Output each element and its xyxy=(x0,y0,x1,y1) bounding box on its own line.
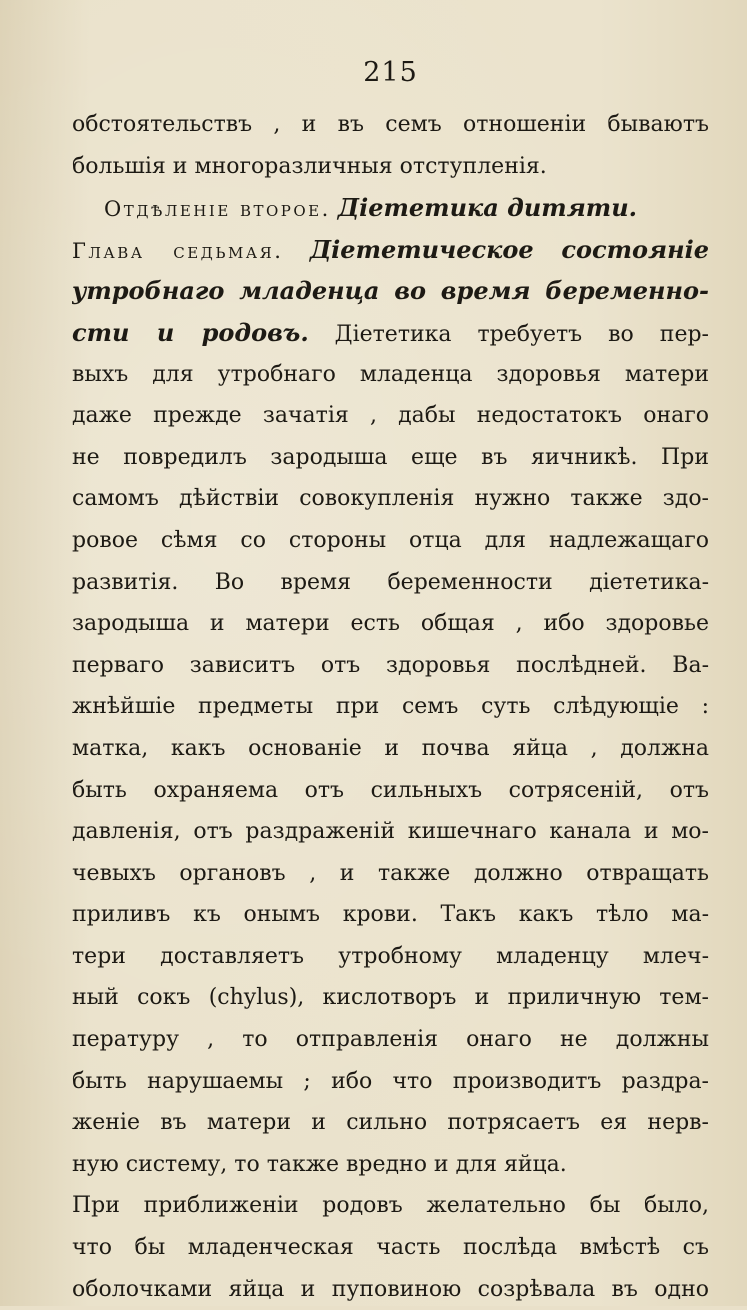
text-line: даже прежде зачатія , дабы недостатокъ онаго xyxy=(72,403,709,429)
text-line: ровое сѣмя со стороны отца для надлежащаго xyxy=(72,527,709,553)
section-heading: Глава седьмая. xyxy=(72,238,284,263)
text-line xyxy=(72,187,709,229)
text-fragment: Діететика требуетъ во пер- xyxy=(308,321,709,347)
text-line: перваго зависитъ отъ здоровья послѣдней. Ва- xyxy=(72,652,709,678)
text-line: что бы младенческая часть послѣда вмѣстѣ съ xyxy=(72,1235,709,1261)
section-heading: Отдѣленіе второе. xyxy=(104,197,331,222)
text-line xyxy=(72,229,709,271)
text-line: При приближеніи родовъ желательно бы было, xyxy=(72,1193,709,1219)
heading-title: сти и родовъ. xyxy=(72,317,309,347)
text-line: развитія. Во время беременности діететика- xyxy=(72,569,709,595)
heading-title: Діететическое состояніе xyxy=(309,234,709,264)
text-line: оболочками яйца и пуповиною созрѣвала въ одно xyxy=(72,1276,709,1302)
text-line: большія и многоразличныя отступленія. xyxy=(72,153,547,179)
text-line: приливъ къ онымъ крови. Такъ какъ тѣло ма- xyxy=(72,902,709,928)
heading-title: утробнаго младенца во время беременно- xyxy=(72,276,709,306)
text-line: чевыхъ органовъ , и также должно отвращать xyxy=(72,860,709,886)
text-line: ную систему, то также вредно и для яйца. xyxy=(72,1151,567,1177)
text-fragment xyxy=(283,239,309,264)
text-line: жнѣйшіе предметы при семъ суть слѣдующіе : xyxy=(72,694,709,720)
text-line: выхъ для утробнаго младенца здоровья матери xyxy=(72,361,709,387)
text-line: зародыша и матери есть общая , ибо здоровье xyxy=(72,611,709,637)
text-line xyxy=(72,312,709,354)
text-line: матка, какъ основаніе и почва яйца , должна xyxy=(72,735,709,761)
text-line: давленія, отъ раздраженій кишечнаго канала и мо- xyxy=(72,819,709,845)
text-line: ный сокъ (chylus), кислотворъ и приличную тем- xyxy=(72,985,709,1011)
text-line: пературу , то отправленія онаго не должны xyxy=(72,1027,709,1053)
text-line: самомъ дѣйствіи совокупленія нужно также здо- xyxy=(72,486,709,512)
text-line: не повредилъ зародыша еще въ яичникѣ. При xyxy=(72,444,709,470)
text-line xyxy=(72,270,709,312)
heading-title: Діететика дитяти. xyxy=(337,193,637,223)
page-text xyxy=(72,104,709,1310)
text-fragment xyxy=(331,197,338,222)
page-number: 215 xyxy=(363,57,418,88)
text-line: обстоятельствъ , и въ семъ отношеніи бываютъ xyxy=(72,112,709,137)
text-line: женіе въ матери и сильно потрясаетъ ея нерв- xyxy=(72,1110,709,1136)
text-line: быть нарушаемы ; ибо что производитъ раздра- xyxy=(72,1068,709,1094)
text-line: быть охраняема отъ сильныхъ сотрясеній, отъ xyxy=(72,777,709,803)
text-line: тери доставляетъ утробному младенцу млеч- xyxy=(72,943,709,969)
